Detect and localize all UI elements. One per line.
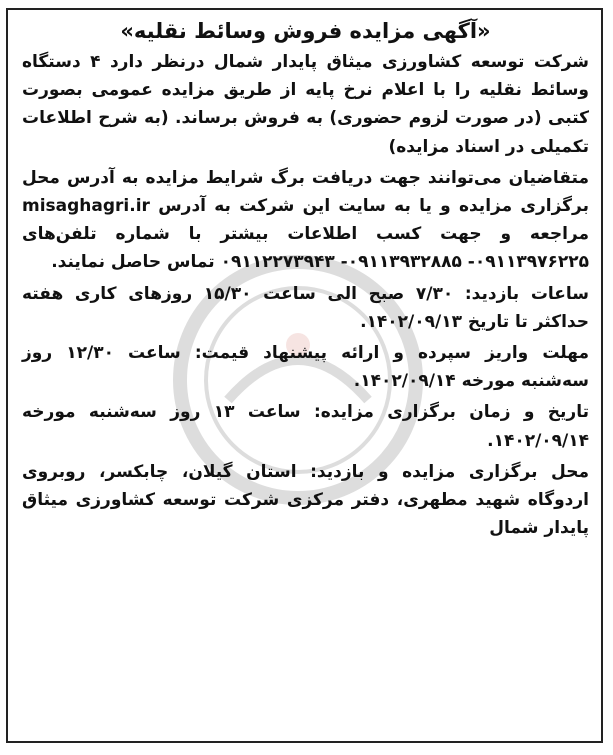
notice-title: «آگهی مزایده فروش وسائط نقلیه» (120, 19, 491, 43)
notice-frame (6, 8, 603, 743)
notice-auction-date-paragraph: تاریخ و زمان برگزاری مزایده: ساعت ۱۳ روز سه‌شنبه مورخه ۱۴۰۲/۰۹/۱۴. (22, 402, 589, 451)
notice-applicants-paragraph: متقاضیان می‌توانند جهت دریافت برگ شرایط مزایده به آدرس محل برگزاری مزایده و یا به سایت این شرکت به آدرس misaghagri.ir مراجعه و جهت کسب اطلاعات بیشتر با شماره تلفن‌های ۰۹۱۱۳۹۷۶۲۲۵- ۰۹۱۱۳۹۳۲۸۸۵- ۰۹۱۱۲۲۷۳۹۴۳ تماس حاصل نمایند. (22, 167, 589, 273)
notice-visit-hours-paragraph: ساعات بازدید: ۷/۳۰ صبح الی ساعت ۱۵/۳۰ روزهای کاری هفته حداکثر تا تاریخ ۱۴۰۲/۰۹/۱۳. (22, 283, 589, 332)
notice-location-paragraph: محل برگزاری مزایده و بازدید: استان گیلان، چابکسر، روبروی اردوگاه شهید مطهری، دفتر مرکزی شرکت توسعه کشاورزی میثاق پایدار شمال (22, 461, 589, 539)
notice-intro-paragraph: شرکت توسعه کشاورزی میثاق پایدار شمال درنظر دارد ۴ دستگاه وسائط نقلیه را با اعلام نرخ پایه از طریق مزایده عمومی بصورت کتبی (در صورت لزوم حضوری) به فروش برساند. (به شرح اطلاعات تکمیلی در اسناد مزایده) (22, 52, 589, 157)
notice-content (8, 10, 601, 542)
notice-deposit-deadline-paragraph: مهلت واریز سپرده و ارائه پیشنهاد قیمت: ساعت ۱۲/۳۰ روز سه‌شنبه مورخه ۱۴۰۲/۰۹/۱۴. (22, 343, 589, 392)
